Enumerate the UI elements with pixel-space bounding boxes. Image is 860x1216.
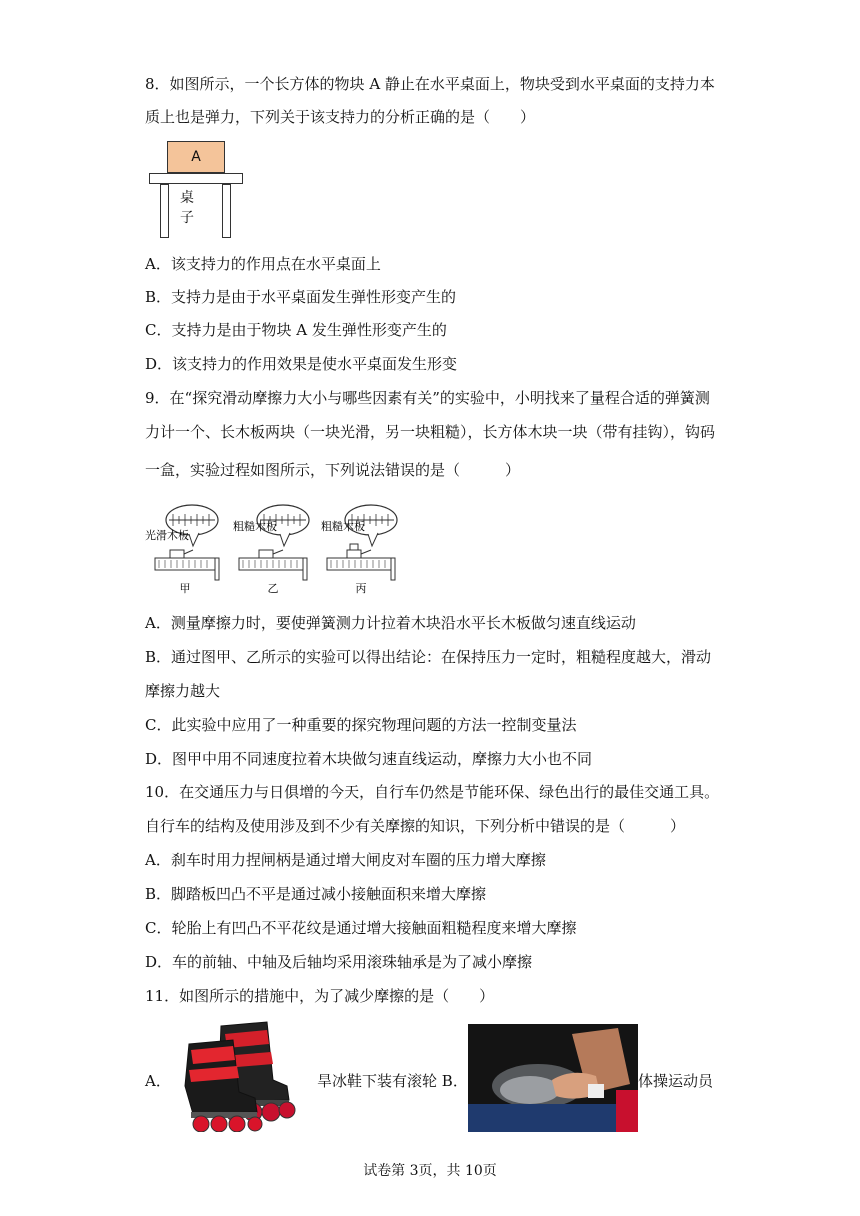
panel-label-jia: 甲	[179, 582, 191, 595]
q8-option-d: D．该支持力的作用效果是使水平桌面发生形变	[145, 355, 458, 373]
q8-option-a: A．该支持力的作用点在水平桌面上	[145, 255, 381, 273]
q10-option-c: C．轮胎上有凹凸不平花纹是通过增大接触面粗糙程度来增大摩擦	[145, 919, 577, 937]
panel-label-yi: 乙	[267, 582, 279, 595]
gymnast-chalk-photo	[468, 1024, 638, 1132]
q11-option-a-letter: A．	[145, 1072, 171, 1090]
panel-bing	[327, 505, 397, 595]
board-rough-label-2: 粗糙木板	[321, 520, 365, 533]
q11-option-a-text	[317, 1070, 468, 1091]
table-leg-right	[222, 184, 231, 238]
q10-option-d: D．车的前轴、中轴及后轴均采用滚珠轴承是为了减小摩擦	[145, 953, 533, 971]
q9-figure	[145, 500, 430, 600]
table-top	[149, 173, 243, 184]
page-footer: 试卷第 3页，共 10页	[363, 1163, 497, 1179]
panel-jia	[155, 505, 219, 595]
q9-option-a: A．测量摩擦力时，要使弹簧测力计拉着木块沿水平长木板做匀速直线运动	[145, 614, 636, 632]
q8-stem-line1: 8．如图所示，一个长方体的物块 A 静止在水平桌面上，物块受到水平桌面的支持力本	[145, 75, 715, 93]
q9-stem-line2: 力计一个、长木板两块（一块光滑，另一块粗糙），长方体木块一块（带有挂钩），钩码	[145, 423, 716, 441]
q10-stem-line1: 10．在交通压力与日俱增的今天，自行车仍然是节能环保、绿色出行的最佳交通工具。	[145, 783, 720, 801]
q11-option-b-text: 体操运动员	[638, 1072, 714, 1090]
q9-option-d: D．图甲中用不同速度拉着木块做匀速直线运动，摩擦力大小也不同	[145, 750, 593, 768]
q11-option-a-caption: 旱冰鞋下装有滚轮	[317, 1072, 438, 1090]
q8-option-b: B．支持力是由于水平桌面发生弹性形变产生的	[145, 288, 457, 306]
q9-stem-line3: 一盒，实验过程如图所示，下列说法错误的是（ ）	[145, 461, 521, 479]
gymnast-photo-drawing	[468, 1024, 638, 1132]
q10-stem-line2: 自行车的结构及使用涉及到不少有关摩擦的知识，下列分析中错误的是（ ）	[145, 817, 686, 835]
table-label: 桌子	[180, 190, 194, 226]
table-leg-left	[160, 184, 169, 238]
board-rough-label-1: 粗糙木板	[233, 520, 277, 533]
q9-option-b-cont: 摩擦力越大	[145, 682, 221, 700]
q8-stem-line2: 质上也是弹力，下列关于该支持力的分析正确的是（ ）	[145, 108, 536, 126]
q10-option-a: A．刹车时用力捏闸柄是通过增大闸皮对车圈的压力增大摩擦	[145, 851, 546, 869]
board-smooth-label: 光滑木板	[145, 529, 189, 542]
q11-stem: 11．如图所示的措施中，为了减少摩擦的是（ ）	[145, 987, 495, 1005]
panel-yi	[239, 505, 309, 595]
q9-stem-line1: 9．在“探究滑动摩擦力大小与哪些因素有关”的实验中，小明找来了量程合适的弹簧测	[145, 389, 710, 407]
q8-option-c: C．支持力是由于物块 A 发生弹性形变产生的	[145, 321, 447, 339]
panel-label-bing: 丙	[355, 582, 367, 595]
roller-skates-image	[175, 1020, 307, 1132]
q11-option-b-letter: B．	[441, 1072, 468, 1090]
block-a: A	[167, 141, 225, 173]
q9-option-b: B．通过图甲、乙所示的实验可以得出结论：在保持压力一定时，粗糙程度越大，滑动	[145, 648, 712, 666]
q9-option-c: C．此实验中应用了一种重要的探究物理问题的方法一控制变量法	[145, 716, 577, 734]
q10-option-b: B．脚踏板凹凸不平是通过减小接触面积来增大摩擦	[145, 885, 487, 903]
